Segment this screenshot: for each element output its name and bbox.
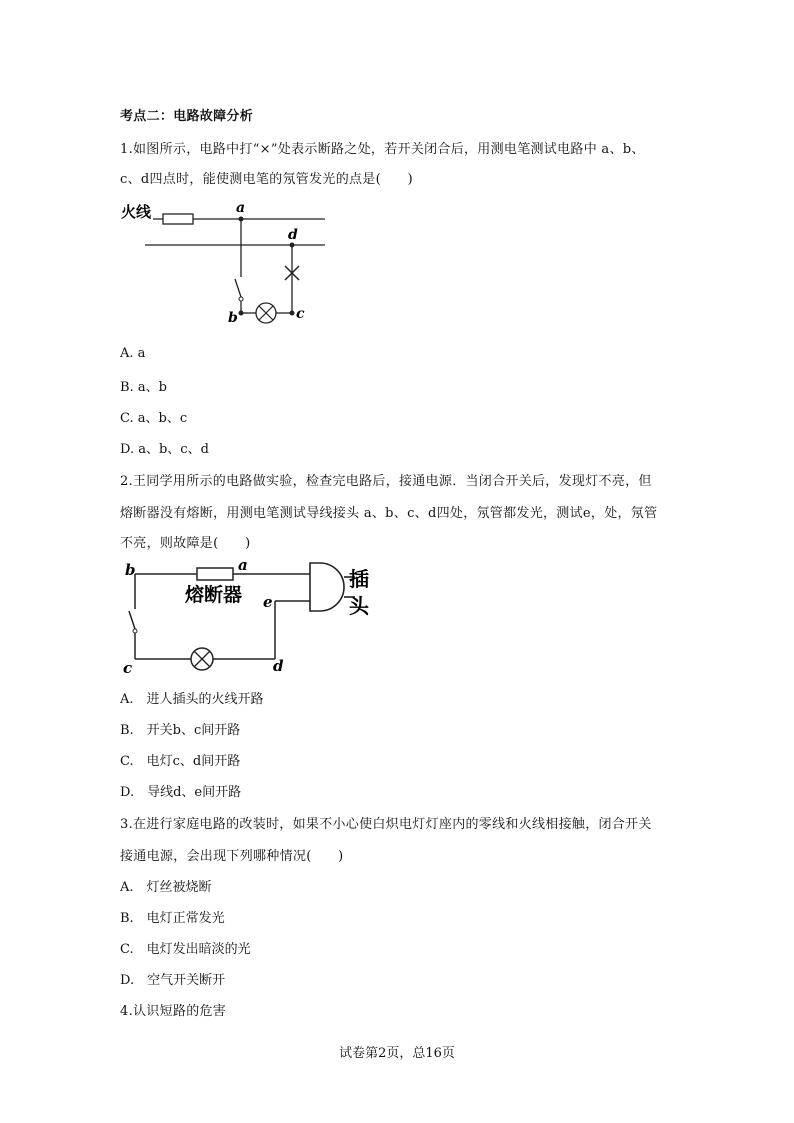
- q1-label-c: c: [296, 306, 305, 322]
- q2-text-line-2: 熔断器没有熔断，用测电笔测试导线接头 a、b、c、d四处，氖管都发光，测试e，处，氖管: [120, 506, 658, 521]
- q3-text-line-2: 接通电源，会出现下列哪种情况( ): [120, 849, 344, 864]
- q1-circuit-diagram: [115, 195, 335, 330]
- q1-text-line-2: c、d四点时，能使测电笔的氖管发光的点是( ): [120, 172, 413, 187]
- q3-option-a: A. 灯丝被烧断: [120, 880, 212, 895]
- q2-label-d: d: [273, 657, 284, 675]
- q2-plug-label-1: 插: [349, 567, 369, 591]
- q3-option-d: D. 空气开关断开: [120, 973, 226, 988]
- q2-text-line-3: 不亮，则故障是( ): [120, 536, 251, 551]
- q2-option-d: D. 导线d、e间开路: [120, 785, 242, 800]
- q2-label-a: a: [238, 556, 248, 574]
- q2-plug-label-2: 头: [349, 594, 369, 618]
- q2-label-c: c: [123, 659, 133, 677]
- q1-option-b: B. a、b: [120, 380, 167, 395]
- q2-plug: [310, 563, 344, 611]
- q1-option-c: C. a、b、c: [120, 411, 188, 426]
- q2-option-b: B. 开关b、c间开路: [120, 723, 241, 738]
- q2-fuse: [197, 568, 233, 580]
- q1-option-d: D. a、b、c、d: [120, 442, 209, 457]
- q2-option-c: C. 电灯c、d间开路: [120, 754, 241, 769]
- q2-label-e: e: [263, 593, 273, 611]
- q2-circuit-diagram: [115, 555, 390, 677]
- q1-text-line-1: 1.如图所示，电路中打“×”处表示断路之处，若开关闭合后，用测电笔测试电路中 a、b、: [120, 142, 645, 157]
- q2-text-line-1: 2.王同学用所示的电路做实验，检查完电路后，接通电源．当闭合开关后，发现灯不亮，但: [120, 474, 652, 489]
- q1-switch-pivot: [239, 297, 243, 301]
- q2-fuse-label: 熔断器: [185, 584, 243, 606]
- q1-switch: [235, 279, 241, 297]
- q1-label-a: a: [236, 200, 246, 216]
- page-footer: 试卷第2页，总16页: [339, 1046, 455, 1061]
- q1-node-d: [290, 243, 295, 248]
- q1-fuse: [163, 214, 193, 224]
- q1-live-wire-label: 火线: [121, 203, 152, 221]
- q3-option-c: C. 电灯发出暗淡的光: [120, 942, 251, 957]
- q1-label-d: d: [288, 227, 298, 243]
- q2-option-a: A. 进人插头的火线开路: [120, 692, 264, 707]
- q4-text-line-1: 4.认识短路的危害: [120, 1004, 227, 1019]
- q2-switch: [129, 611, 135, 629]
- q1-label-b: b: [228, 310, 238, 326]
- q3-option-b: B. 电灯正常发光: [120, 911, 225, 926]
- q2-switch-pivot: [133, 629, 137, 633]
- q1-option-a: A. a: [120, 346, 146, 361]
- q2-label-b: b: [125, 561, 136, 579]
- section-title: 考点二：电路故障分析: [120, 109, 254, 124]
- q3-text-line-1: 3.在进行家庭电路的改装时，如果不小心使白炽电灯灯座内的零线和火线相接触，闭合开关: [120, 817, 652, 832]
